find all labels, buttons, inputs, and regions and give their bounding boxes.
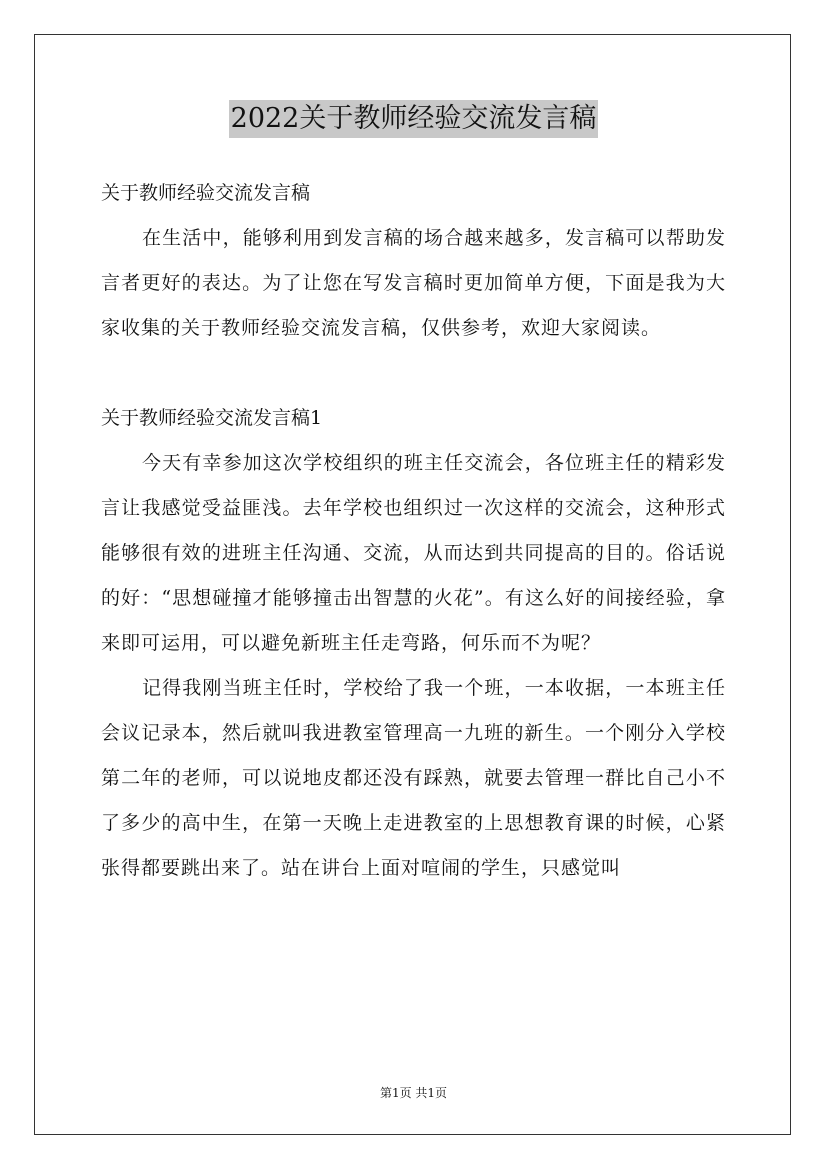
body-paragraph: 记得我刚当班主任时，学校给了我一个班，一本收据，一本班主任会议记录本，然后就叫我进教室管理高一九班的新生。一个刚分入学校第二年的老师，可以说地皮都还没有踩熟，就要去管理一群比自己小不了多少的高中生，在第一天晚上走进教室的上思想教育课的时候，心紧张得都要跳出来了。站在讲台上面对喧闹的学生，只感觉叫 bbox=[101, 677, 726, 879]
body-paragraph: 今天有幸参加这次学校组织的班主任交流会，各位班主任的精彩发言让我感觉受益匪浅。去年学校也组织过一次这样的交流会，这种形式能够很有效的进班主任沟通、交流，从而达到共同提高的目的。俗话说的好：“思想碰撞才能够撞击出智慧的火花”。有这么好的间接经验，拿来即可运用，可以避免新班主任走弯路，何乐而不为呢？ bbox=[101, 452, 726, 654]
page-footer: 第1页 共1页 bbox=[379, 1086, 448, 1100]
document-body bbox=[101, 171, 726, 891]
paragraph-gap bbox=[101, 351, 726, 396]
intro-paragraph: 在生活中，能够利用到发言稿的场合越来越多，发言稿可以帮助发言者更好的表达。为了让您在写发言稿时更加简单方便，下面是我为大家收集的关于教师经验交流发言稿，仅供参考，欢迎大家阅读。 bbox=[101, 227, 726, 339]
intro-heading: 关于教师经验交流发言稿 bbox=[101, 182, 311, 204]
section-heading: 关于教师经验交流发言稿1 bbox=[101, 407, 323, 429]
document-title: 2022关于教师经验交流发言稿 bbox=[229, 100, 599, 138]
title-container bbox=[0, 100, 827, 138]
